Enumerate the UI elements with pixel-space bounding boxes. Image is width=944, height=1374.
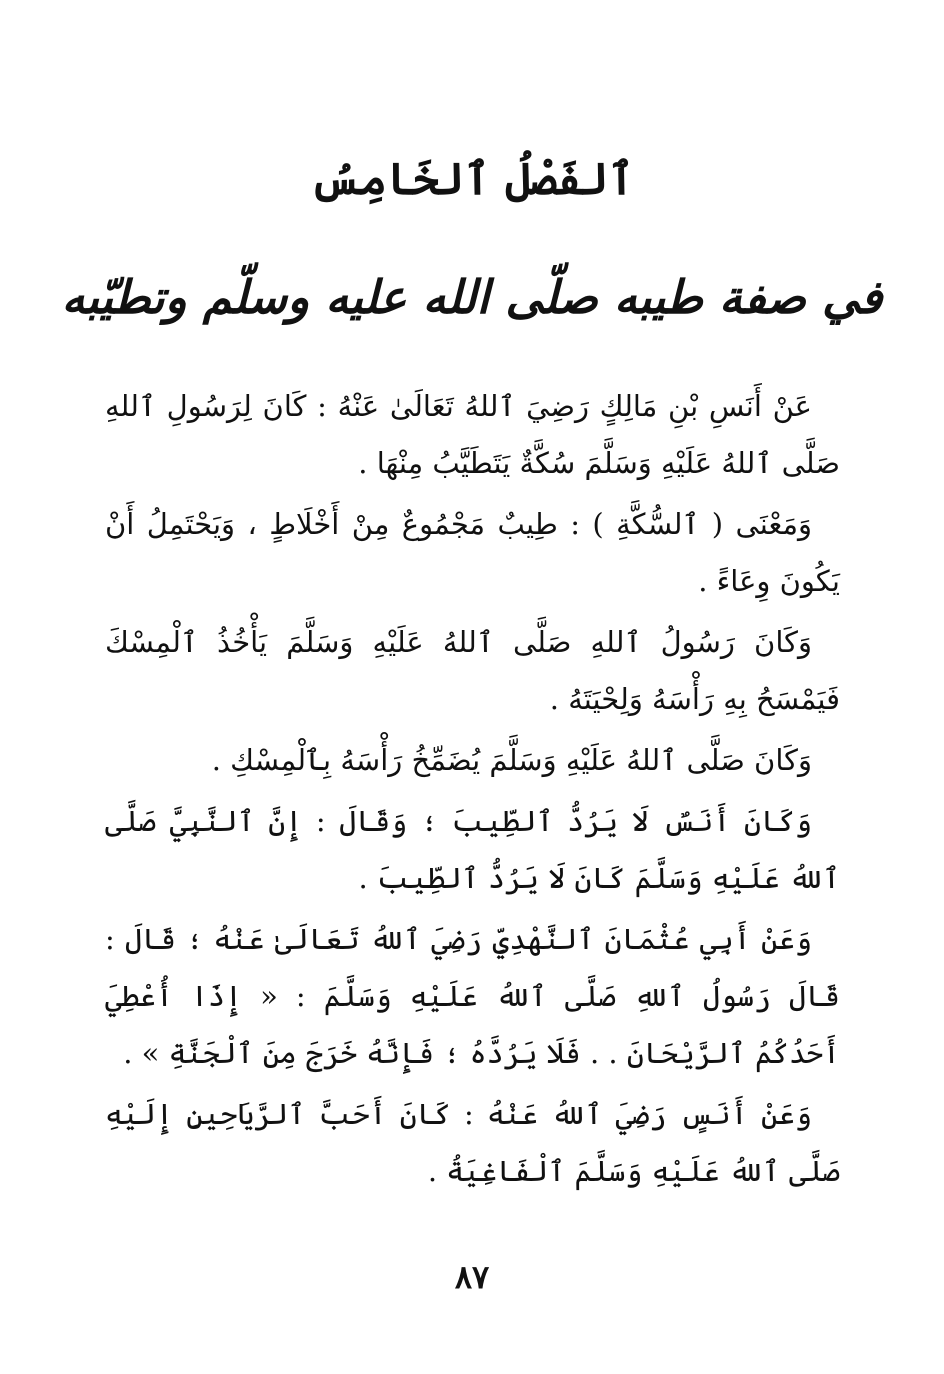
paragraph-7: وَعَنْ أَنَسٍ رَضِيَ ٱللهُ عَنْهُ : كَانَ أَحَبَّ ٱلرَّيَاحِينِ إِلَيْهِ صَلَّى ٱللهُ عَلَيْهِ وَسَلَّمَ ٱلْفَاغِيَةُ . xyxy=(105,1097,840,1188)
chapter-subtitle: في صفة طيبه صلّى الله عليه وسلّم وتطيّبه xyxy=(61,270,883,324)
page-number: ٨٧ xyxy=(454,1258,490,1296)
paragraph-3: وَكَانَ رَسُولُ ٱللهِ صَلَّى ٱللهُ عَلَيْهِ وَسَلَّمَ يَأْخُذُ ٱلْمِسْكَ فَيَمْسَحُ بِهِ رَأْسَهُ وَلِحْيَتَهُ . xyxy=(105,625,840,716)
chapter-title: ٱلفَصْلُ ٱلخَامِسُ xyxy=(309,154,635,205)
paragraph-2: وَمَعْنَى ( ٱلسُّكَّةِ ) : طِيبٌ مَجْمُوعٌ مِنْ أَخْلَاطٍ ، وَيَحْتَمِلُ أَنْ يَكُونَ وِعَاءً . xyxy=(105,507,840,598)
paragraph-5: وَكَانَ أَنَسٌ لَا يَرُدُّ ٱلطِّيبَ ؛ وَقَالَ : إِنَّ ٱلنَّبِيَّ صَلَّى ٱللهُ عَلَيْهِ وَسَلَّمَ كَانَ لَا يَرُدُّ ٱلطِّيبَ . xyxy=(105,804,840,895)
paragraph-6: وَعَنْ أَبِي عُثْمَانَ ٱلنَّهْدِيِّ رَضِيَ ٱللهُ تَعَالَىٰ عَنْهُ ؛ قَالَ : قَالَ رَسُولُ ٱللهِ صَلَّى ٱللهُ عَلَيْهِ وَسَلَّمَ : « إِذَا أُعْطِيَ أَحَدُكُمُ ٱلرَّيْحَانَ . . فَلَا يَرُدَّهُ ؛ فَإِنَّهُ خَرَجَ مِنَ ٱلْجَنَّةِ » . xyxy=(105,922,840,1070)
paragraph-1: عَنْ أَنَسِ بْنِ مَالِكٍ رَضِيَ ٱللهُ تَعَالَىٰ عَنْهُ : كَانَ لِرَسُولِ ٱللهِ صَلَّى ٱللهُ عَلَيْهِ وَسَلَّمَ سُكَّةٌ يَتَطَيَّبُ مِنْهَا . xyxy=(105,389,840,480)
paragraph-4: وَكَانَ صَلَّى ٱللهُ عَلَيْهِ وَسَلَّمَ يُضَمِّخُ رَأْسَهُ بِٱلْمِسْكِ . xyxy=(211,743,812,777)
body-text xyxy=(105,378,840,1204)
